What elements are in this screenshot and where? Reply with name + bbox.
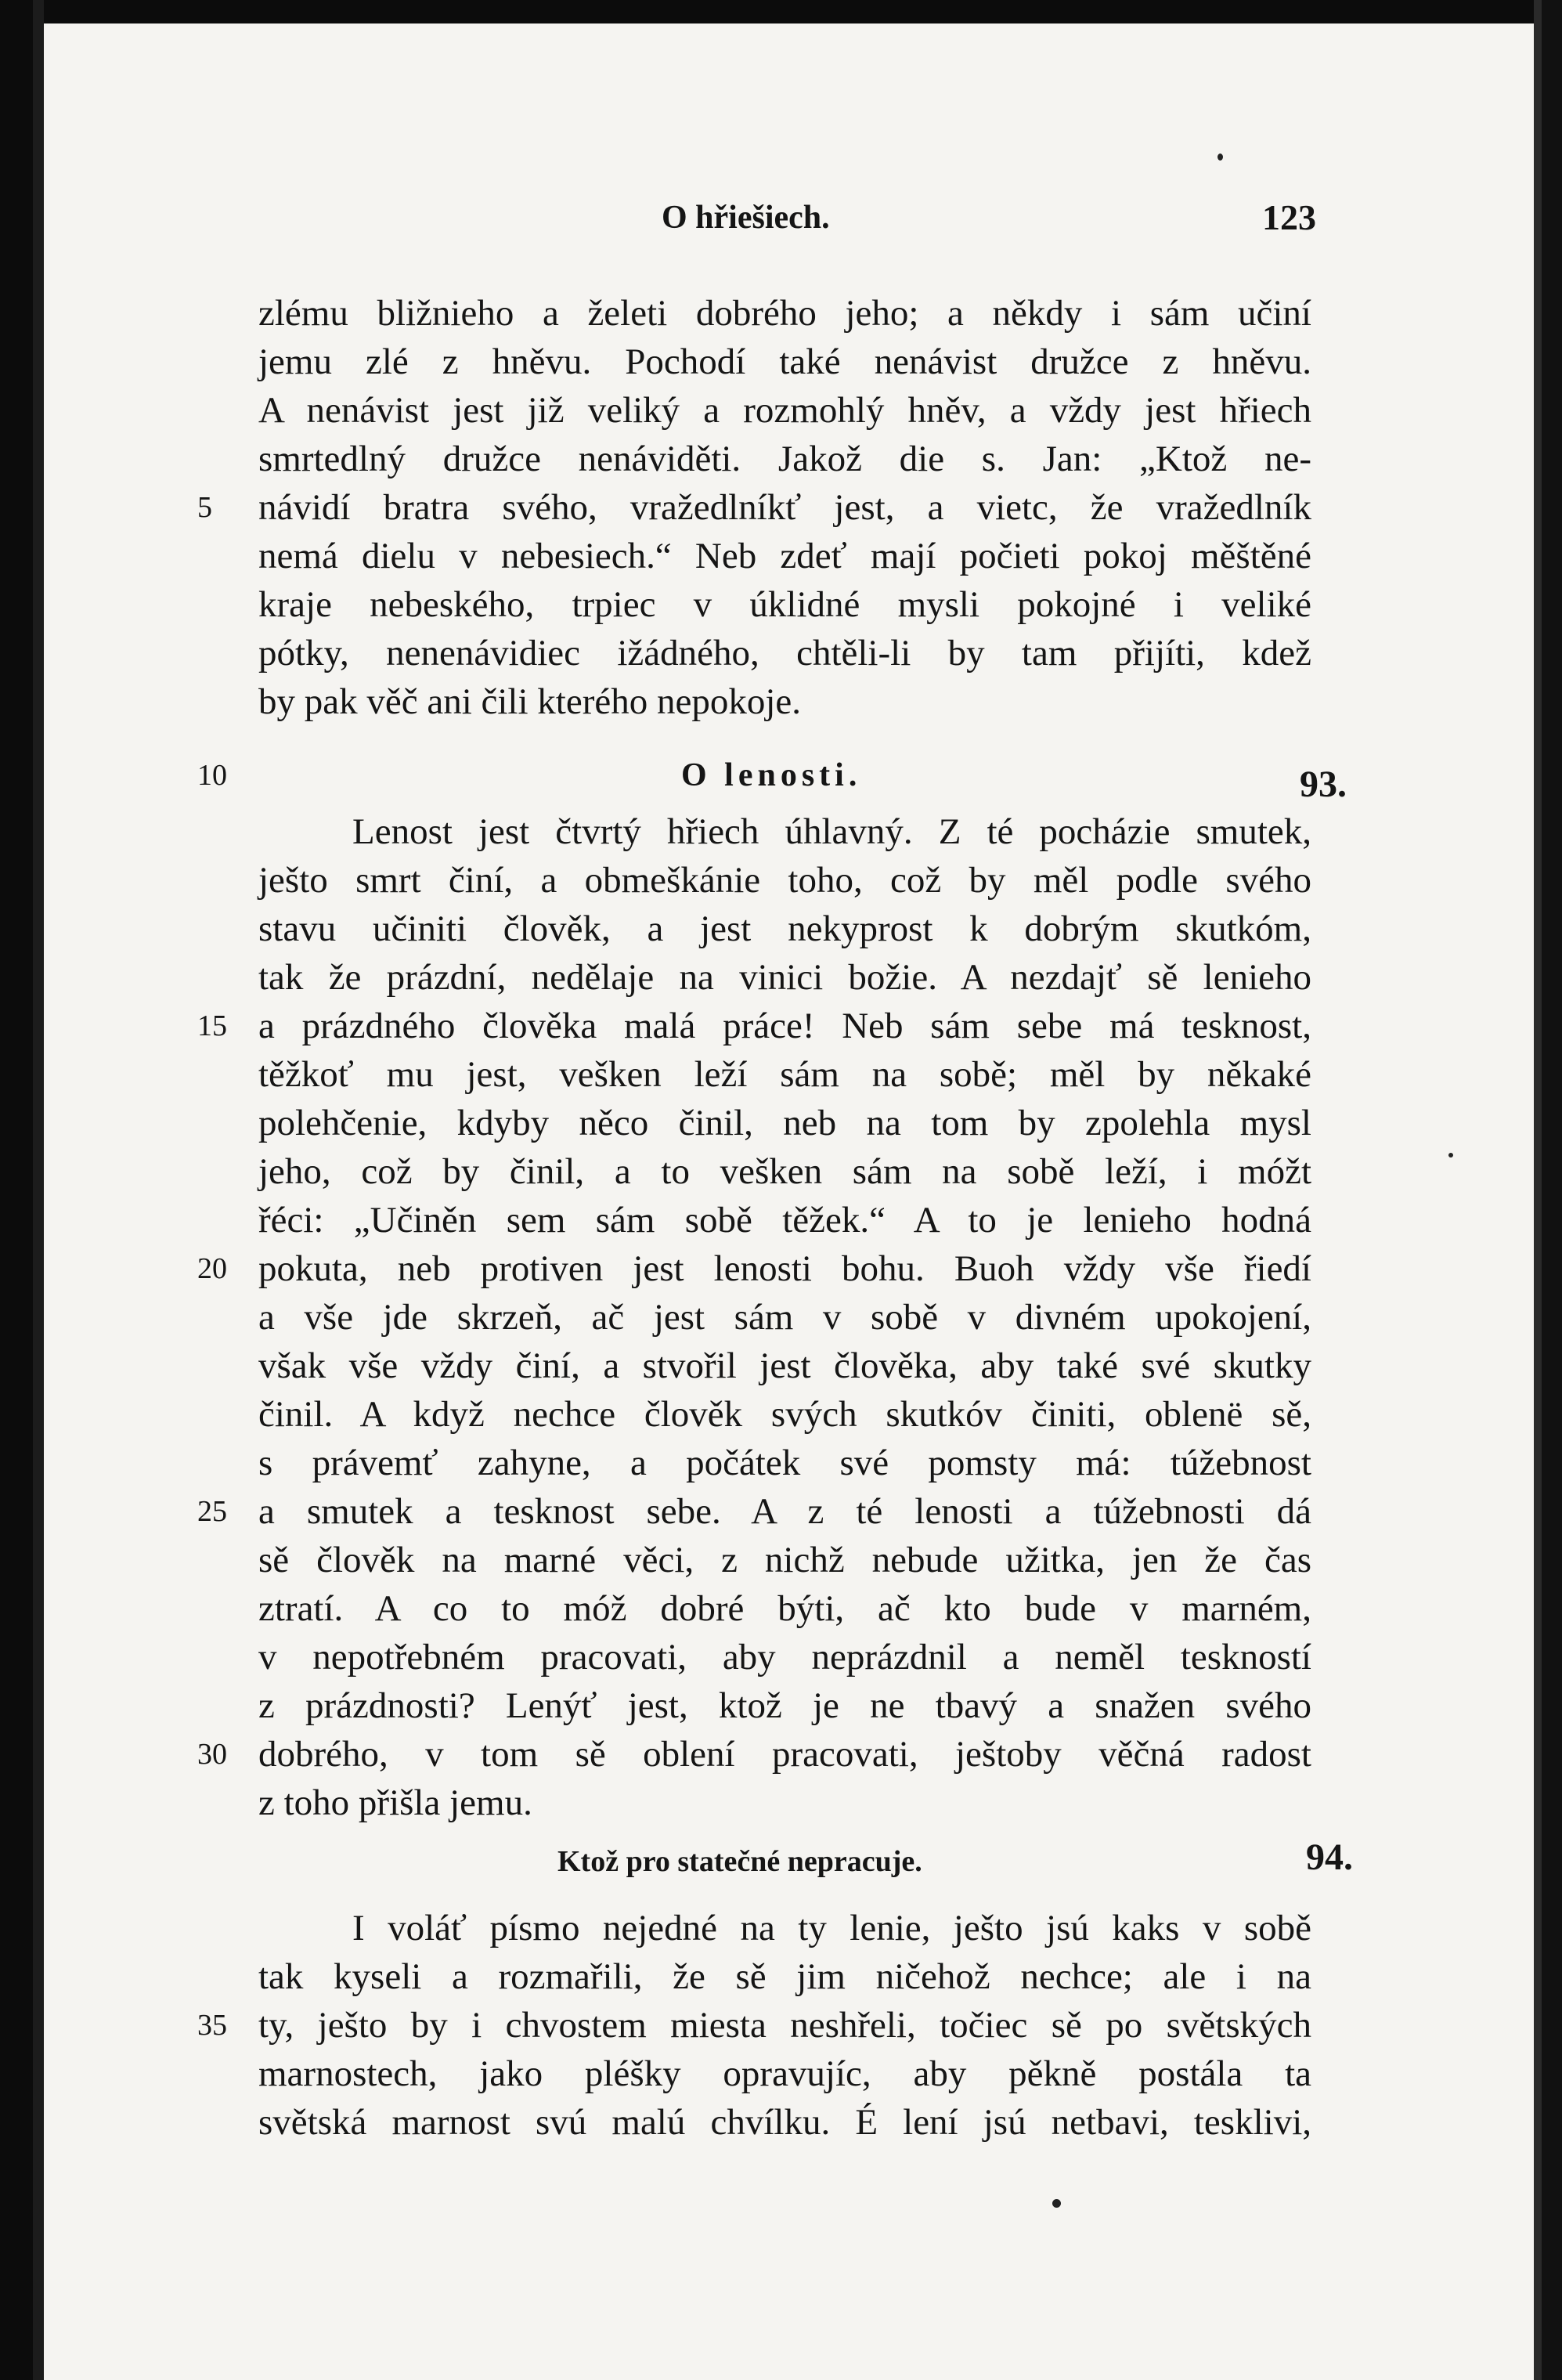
text-line-23: s právemť zahyne, a počátek své pomsty má: túžebnost (258, 1443, 1311, 1483)
text-line-16: polehčenie, kdyby něco činil, neb na tom by zpolehla mysl (258, 1103, 1311, 1143)
text-line-1: zlému bližnieho a želeti dobrého jeho; a někdy i sám učiní (258, 293, 1311, 334)
text-line-17: jeho, což by činil, a to vešken sám na sobě leží, i móžt (258, 1151, 1311, 1192)
text-line-3: A nenávist jest již veliký a rozmohlý hněv, a vždy jest hřiech (258, 390, 1311, 431)
margin-line-number: 35 (197, 2009, 227, 2042)
text-line-9: by pak věč ani čili kterého nepokoje. (258, 681, 801, 722)
text-line-2: jemu zlé z hněvu. Pochodí také nenávist družce z hněvu. (258, 341, 1311, 382)
text-line-18: řéci: „Učiněn sem sám sobě těžek.“ A to je lenieho hodná (258, 1200, 1311, 1241)
scan-speck (1217, 153, 1223, 161)
text-line-11: ješto smrt činí, a obmeškánie toho, což by měl podle svého (258, 860, 1311, 901)
text-line-7: kraje nebeského, trpiec v úklidné mysli pokojné i veliké (258, 584, 1311, 625)
section-93-title: O lenosti. (681, 757, 862, 793)
text-line-22: činil. A když nechce člověk svých skutkóv činiti, oblenë sě, (258, 1394, 1311, 1435)
running-title: O hřiešiech. (662, 200, 830, 236)
text-line-26: ztratí. A co to móž dobré býti, ač kto bude v marném, (258, 1588, 1311, 1629)
text-line-29: dobrého, v tom sě oblení pracovati, ještoby věčná radost (258, 1734, 1311, 1775)
text-line-4: smrtedlný družce nenáviděti. Jakož die s. Jan: „Ktož ne- (258, 439, 1311, 479)
text-line-13: tak že prázdní, nedělaje na vinici božie. A nezdajť sě lenieho (258, 957, 1311, 998)
margin-line-number: 20 (197, 1252, 227, 1285)
scan-left-edge (0, 0, 33, 2380)
scan-top-edge (0, 0, 1562, 23)
text-line-34: marnostech, jako pléšky opravujíc, aby pěkně postála ta (258, 2053, 1311, 2094)
margin-line-number: 25 (197, 1495, 227, 1528)
text-line-8: pótky, nenenávidiec ižádného, chtěli-li by tam přijíti, kdež (258, 633, 1311, 674)
section-93-number: 93. (1300, 764, 1347, 805)
text-line-30: z toho přišla jemu. (258, 1782, 532, 1823)
text-line-31: I voláť písmo nejedné na ty lenie, ješto jsú kaks v sobě (352, 1908, 1311, 1948)
scan-right-edge (1542, 0, 1562, 2380)
text-line-35: světská marnost svú malú chvílku. É lení jsú netbavi, tesklivi, (258, 2102, 1311, 2143)
text-line-24: a smutek a tesknost sebe. A z té lenosti a túžebnosti dá (258, 1491, 1311, 1532)
text-line-10: Lenost jest čtvrtý hřiech úhlavný. Z té pocházie smutek, (352, 811, 1311, 852)
page-number: 123 (1262, 197, 1316, 237)
text-line-21: však vše vždy činí, a stvořil jest člověka, aby také své skutky (258, 1345, 1311, 1386)
text-line-6: nemá dielu v nebesiech.“ Neb zdeť mají počieti pokoj měštěné (258, 536, 1311, 576)
text-line-15: těžkoť mu jest, vešken leží sám na sobě; měl by někaké (258, 1054, 1311, 1095)
margin-line-number: 15 (197, 1009, 227, 1042)
text-line-33: ty, ješto by i chvostem miesta neshřeli, točiec sě po světských (258, 2005, 1311, 2046)
text-line-25: sě člověk na marné věci, z nichž nebude užitka, jen že čas (258, 1540, 1311, 1580)
text-line-12: stavu učiniti člověk, a jest nekyprost k dobrým skutkóm, (258, 908, 1311, 949)
text-line-5: návidí bratra svého, vražedlníkť jest, a vietc, že vražedlník (258, 487, 1311, 528)
margin-line-number: 5 (197, 491, 212, 524)
text-line-32: tak kyseli a rozmařili, že sě jim ničehož nechce; ale i na (258, 1956, 1311, 1997)
scan-speck (1448, 1153, 1453, 1157)
text-line-14: a prázdného člověka malá práce! Neb sám sebe má tesknost, (258, 1006, 1311, 1046)
margin-line-number: 30 (197, 1738, 227, 1771)
text-line-19: pokuta, neb protiven jest lenosti bohu. Buoh vždy vše řiedí (258, 1248, 1311, 1289)
section-94-title: Ktož pro statečné nepracuje. (557, 1845, 922, 1878)
text-line-20: a vše jde skrzeň, ač jest sám v sobě v divném upokojení, (258, 1297, 1311, 1338)
scan-right-edge-shadow (1534, 0, 1542, 2380)
scan-speck (1052, 2199, 1061, 2208)
section-94-number: 94. (1306, 1836, 1353, 1878)
text-line-27: v nepotřebném pracovati, aby neprázdnil a neměl teskností (258, 1637, 1311, 1678)
margin-line-number: 10 (197, 759, 227, 792)
scan-left-edge-shadow (33, 0, 44, 2380)
text-line-28: z prázdnosti? Lenýť jest, ktož je ne tbavý a snažen svého (258, 1685, 1311, 1726)
